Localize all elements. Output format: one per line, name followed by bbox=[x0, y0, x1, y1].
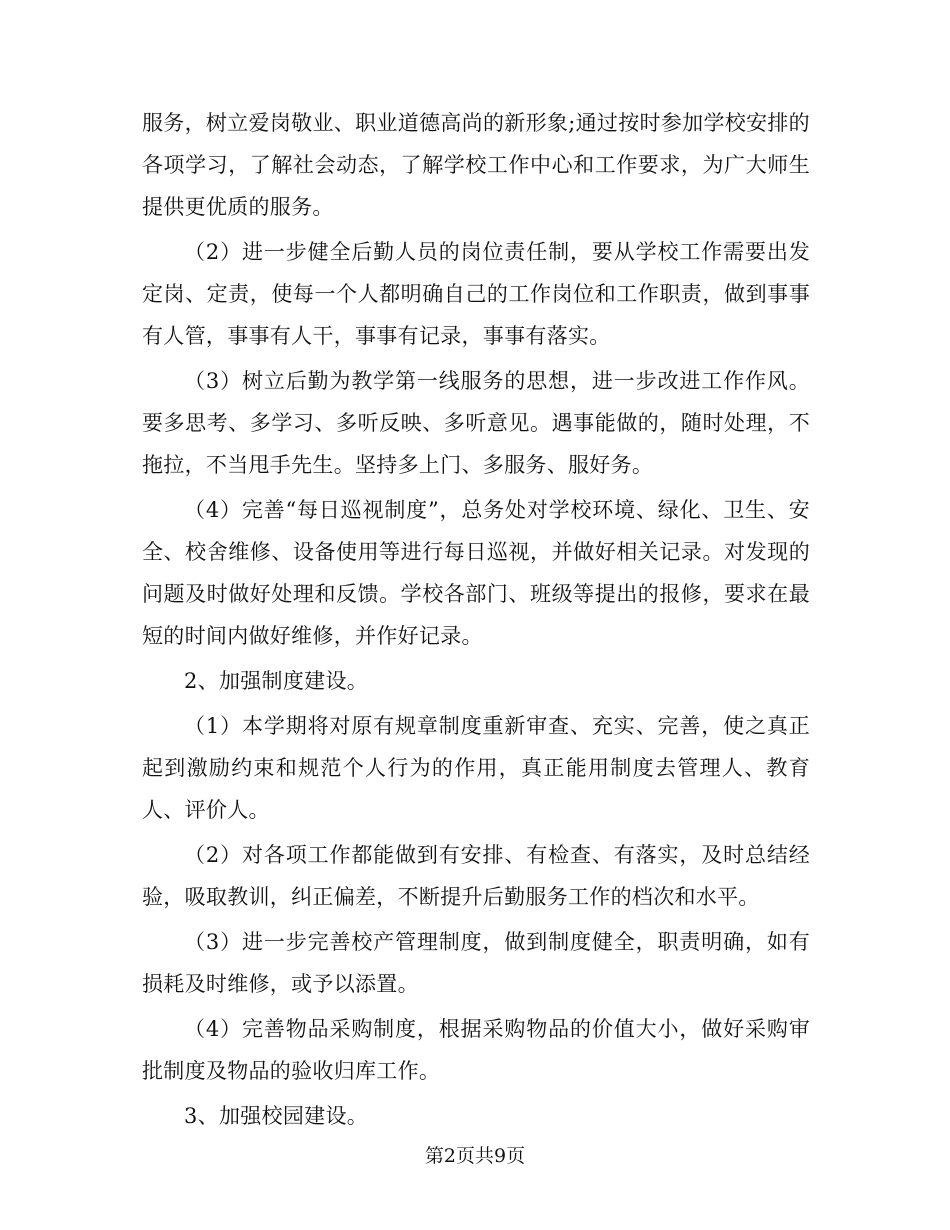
section-heading-2: 2、加强制度建设。 bbox=[184, 669, 369, 693]
paragraph-7: （2）对各项工作都能做到有安排、有检查、有落实，及时总结经验，吸取教训，纠正偏差，不断提升后勤服务工作的档次和水平。 bbox=[142, 843, 810, 909]
paragraph-8: （3）进一步完善校产管理制度，做到制度健全，职责明确，如有损耗及时维修，或予以添置。 bbox=[142, 930, 810, 996]
paragraph-3: （3）树立后勤为教学第一线服务的思想，进一步改进工作作风。要多思考、多学习、多听反映、多听意见。遇事能做的，随时处理，不拖拉，不当甩手先生。坚持多上门、多服务、服好务。 bbox=[142, 369, 810, 477]
document-body bbox=[142, 102, 810, 1140]
section-heading-3: 3、加强校园建设。 bbox=[184, 1104, 369, 1128]
paragraph-9: （4）完善物品采购制度，根据采购物品的价值大小，做好采购审批制度及物品的验收归库工作。 bbox=[142, 1017, 810, 1083]
paragraph-6: （1）本学期将对原有规章制度重新审查、充实、完善，使之真正起到激励约束和规范个人行为的作用，真正能用制度去管理人、教育人、评价人。 bbox=[142, 714, 810, 822]
paragraph-2: （2）进一步健全后勤人员的岗位责任制，要从学校工作需要出发定岗、定责，使每一个人都明确自己的工作岗位和工作职责，做到事事有人管，事事有人干，事事有记录，事事有落实。 bbox=[142, 240, 810, 348]
paragraph-4: （4）完善“每日巡视制度”，总务处对学校环境、绿化、卫生、安全、校舍维修、设备使用等进行每日巡视，并做好相关记录。对发现的问题及时做好处理和反馈。学校各部门、班级等提出的报修，要求在最短的时间内做好维修，并作好记录。 bbox=[142, 498, 810, 648]
page-number-footer: 第2页共9页 bbox=[424, 1145, 526, 1167]
paragraph-1: 服务，树立爱岗敬业、职业道德高尚的新形象;通过按时参加学校安排的各项学习，了解社会动态，了解学校工作中心和工作要求，为广大师生提供更优质的服务。 bbox=[142, 111, 810, 219]
